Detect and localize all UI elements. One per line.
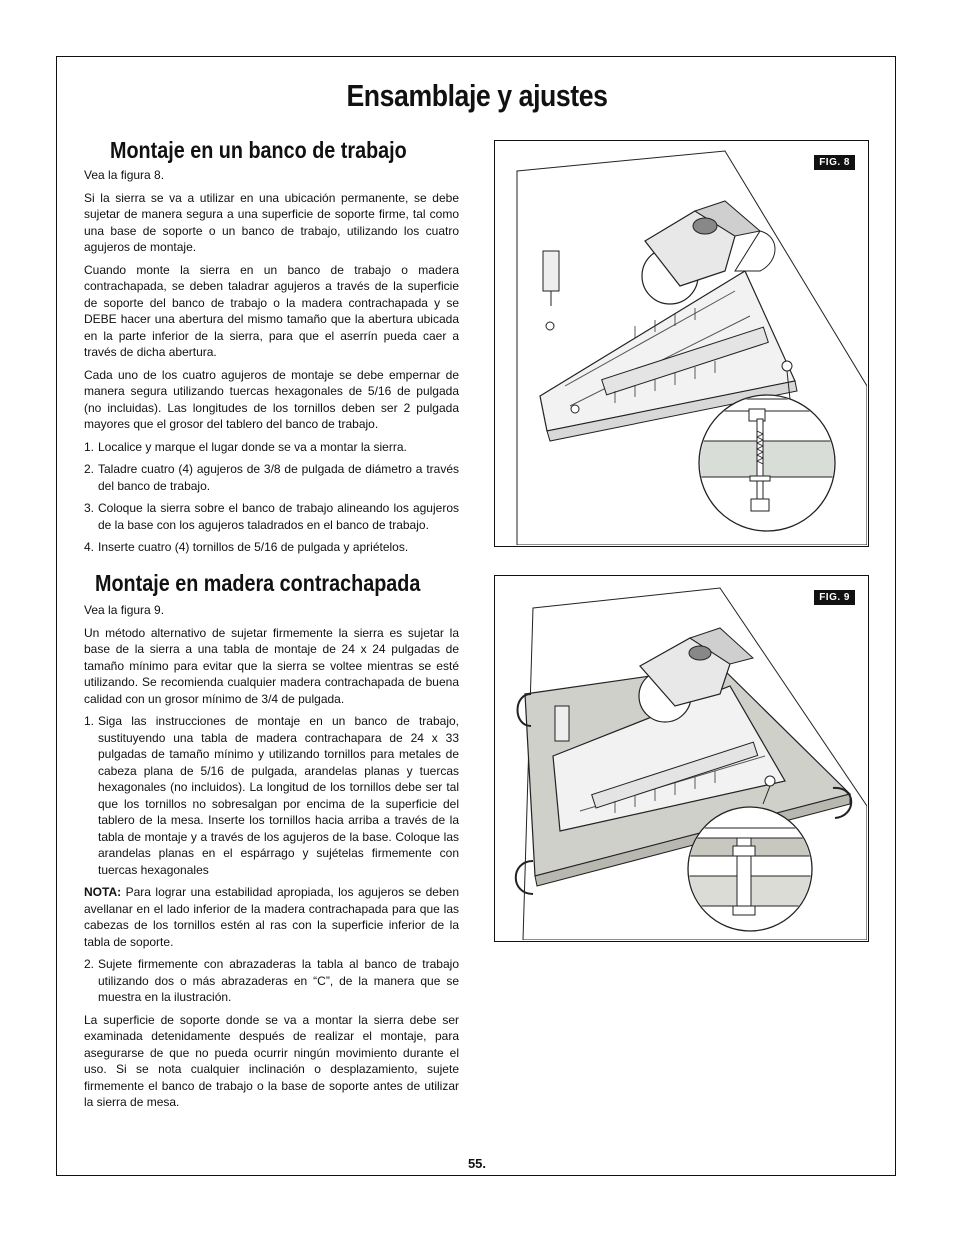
figure-label: FIG. 9 (814, 590, 855, 605)
step-text: Siga las instrucciones de montaje en un banco de trabajo, sustituyendo una tabla de madera contrachapara de 24 x 33 pulgadas de tamaño mínimo y utilizando tornillos para metales de cabeza plana de 5/16 de pulgada, arandelas planas y tuercas hexagonales (no incluidos). La longitud de los tornillos debe ser tal que los tornillos no sobresalgan por encima de la superficie del tablero de la mesa. Inserte los tornillos hacia arriba a través de la tabla de montaje y a través de los agujeros de la base. Coloque las arandelas planas en el espárrago y sujételas firmemente con tuercas hexagonales (98, 714, 459, 877)
section-heading-workbench: Montaje en un banco de trabajo (110, 137, 407, 163)
figure-label: FIG. 8 (814, 155, 855, 170)
figure-8 (494, 140, 869, 547)
step-text: Localice y marque el lugar donde se va a montar la sierra. (98, 439, 407, 454)
steps-list (84, 439, 459, 556)
figure-9 (494, 575, 869, 942)
step-text: Sujete firmemente con abrazaderas la tabla al banco de trabajo utilizando dos o más abrazaderas en “C”, de la manera que se muestra en la ilustración. (98, 957, 459, 1004)
saw-on-plywood-illustration (495, 576, 867, 940)
step-number: 1. (84, 714, 95, 728)
note-label: NOTA: (84, 885, 122, 899)
paragraph: Cuando monte la sierra en un banco de trabajo o madera contrachapada, se deben taladrar agujeros a través de la superficie de soporte del banco de trabajo o la madera contrachapada y se DEBE hacer una abertura del mismo tamaño que la abertura ubicada en la parte inferior de la sierra, para que el aserrín pueda caer a través de dicha abertura. (84, 262, 459, 359)
note-text: Para lograr una estabilidad apropiada, los agujeros se deben avellanar en el lado inferior de la madera contrachapada para que las cabezas de los tornillos estén al ras con la superficie inferior de la tabla de soporte. (84, 885, 459, 949)
step-text: Inserte cuatro (4) tornillos de 5/16 de pulgada y apriételos. (98, 540, 409, 554)
step-number: 2. (84, 462, 95, 476)
paragraph: Cada uno de los cuatro agujeros de montaje se debe empernar de manera segura utilizando tuercas hexagonales de 5/16 de pulgada (no incluidas). Las longitudes de los tornillos deben ser 2 pulgada mayores que el grosor del tablero del banco de trabajo. (84, 367, 459, 431)
list-item (84, 500, 459, 533)
section-heading-plywood: Montaje en madera contrachapada (95, 570, 421, 596)
step-text: Coloque la sierra sobre el banco de trabajo alineando los agujeros de la base con los agujeros taladrados en el banco de trabajo. (98, 501, 459, 532)
step-number: 1. (84, 439, 95, 454)
steps-list (84, 956, 459, 1006)
saw-on-workbench-illustration (495, 141, 867, 545)
steps-list (84, 713, 459, 878)
list-item (84, 439, 459, 456)
list-item (84, 713, 459, 878)
step-text: Taladre cuatro (4) agujeros de 3/8 de pulgada de diámetro a través del banco de trabajo. (98, 462, 459, 493)
section-workbench-body (84, 167, 459, 562)
step-number: 2. (84, 957, 95, 971)
paragraph: Si la sierra se va a utilizar en una ubicación permanente, se debe sujetar de manera segura a una superficie de soporte firme, tal como una base de soporte o un banco de trabajo, utilizando los cuatro agujeros de montaje. (84, 190, 459, 254)
list-item (84, 461, 459, 494)
figure-reference: Vea la figura 8. (84, 168, 165, 182)
section-plywood-body (84, 602, 459, 1117)
step-number: 3. (84, 501, 95, 515)
step-number: 4. (84, 540, 95, 554)
paragraph: La superficie de soporte donde se va a montar la sierra debe ser examinada detenidamente después de realizar el montaje, para asegurarse de que no pueda ocurrir ningún movimiento durante el uso. Si se nota cualquier inclinación o desplazamiento, sujete firmemente el banco de trabajo o la base de soporte antes de utilizar la sierra de mesa. (84, 1012, 459, 1109)
paragraph: Un método alternativo de sujetar firmemente la sierra es sujetar la base de la sierra a una tabla de montaje de 24 x 24 pulgadas de tamaño mínimo para evitar que la sierra se voltee mientras se esté utilizando. Se recomienda cualquier madera contrachapada de buena calidad con un grosor mínimo de 3/4 de pulgada. (84, 625, 459, 706)
figure-reference: Vea la figura 9. (84, 603, 165, 617)
list-item (84, 956, 459, 1006)
page-title: Ensamblaje y ajustes (346, 78, 608, 113)
list-item (84, 539, 459, 556)
page-number: 55. (467, 1156, 487, 1171)
note-paragraph (84, 884, 459, 950)
